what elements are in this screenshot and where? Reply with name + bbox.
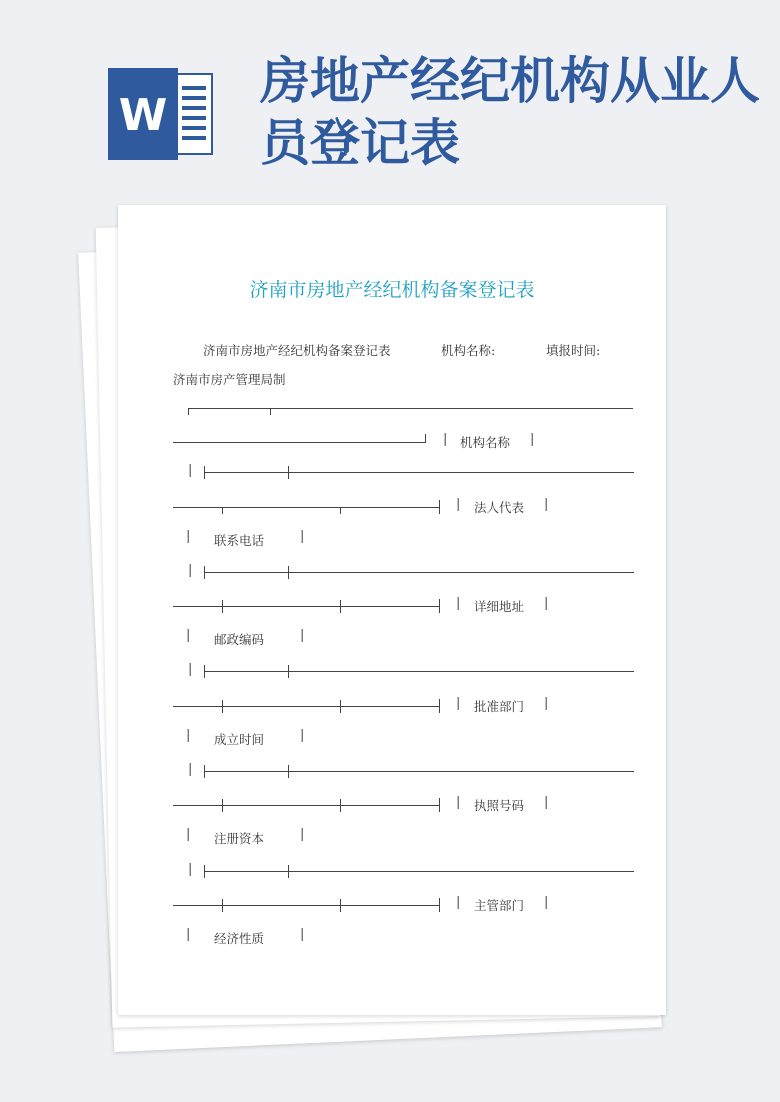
table-divider: |: [544, 696, 549, 711]
table-rule: [173, 805, 439, 806]
table-tee: [222, 507, 223, 514]
table-divider: |: [300, 628, 305, 643]
table-cross: [288, 665, 289, 678]
table-rule: [204, 671, 634, 672]
table-divider: |: [443, 432, 448, 447]
table-divider: |: [544, 596, 549, 611]
table-cross: [222, 600, 223, 613]
table-tee: [425, 434, 426, 443]
table-divider: |: [456, 795, 461, 810]
table-tee: [439, 599, 440, 613]
table-tee: [340, 507, 341, 514]
table-cross: [288, 566, 289, 579]
table-divider: |: [300, 827, 305, 842]
table-rule: [204, 572, 634, 573]
table-divider: |: [188, 463, 193, 478]
table-divider: |: [530, 432, 535, 447]
document-title: 济南市房地产经纪机构备案登记表: [249, 279, 535, 301]
table-divider: |: [186, 728, 191, 743]
table-cross: [288, 765, 289, 778]
word-icon-letter: W: [118, 90, 168, 141]
field-postcode: 邮政编码: [214, 632, 265, 647]
field-approval-dept: 批准部门: [474, 699, 525, 714]
table-cross: [204, 865, 205, 878]
table-divider: |: [186, 927, 191, 942]
org-name-label: 机构名称:: [441, 343, 496, 358]
table-cross: [204, 566, 205, 579]
table-divider: |: [188, 862, 193, 877]
document-page: [118, 205, 666, 1015]
fill-time-label: 填报时间:: [546, 343, 601, 358]
table-cross: [204, 765, 205, 778]
table-cross: [340, 799, 341, 812]
field-address: 详细地址: [474, 599, 525, 614]
field-capital: 注册资本: [214, 831, 265, 846]
table-tee: [439, 898, 440, 912]
table-cross: [204, 665, 205, 678]
page-title: 房地产经纪机构从业人员登记表: [260, 52, 760, 172]
table-cross: [222, 899, 223, 912]
table-divider: |: [544, 795, 549, 810]
table-divider: |: [186, 529, 191, 544]
table-rule: [173, 606, 439, 607]
word-document-icon: [108, 68, 214, 160]
table-divider: |: [544, 895, 549, 910]
table-divider: |: [188, 762, 193, 777]
table-tee: [270, 408, 271, 415]
table-divider: |: [186, 827, 191, 842]
table-rule: [173, 706, 439, 707]
field-supervisor: 主管部门: [474, 898, 525, 913]
table-cross: [222, 799, 223, 812]
field-license-no: 执照号码: [474, 798, 525, 813]
table-rule: [173, 442, 425, 443]
table-rule: [173, 507, 439, 508]
field-phone: 联系电话: [214, 533, 265, 548]
table-cross: [340, 600, 341, 613]
table-divider: |: [544, 497, 549, 512]
table-tee: [439, 500, 440, 514]
field-founded: 成立时间: [214, 732, 265, 747]
table-divider: |: [300, 728, 305, 743]
field-legal-rep: 法人代表: [474, 500, 525, 515]
table-cross: [222, 700, 223, 713]
table-corner: [188, 408, 189, 415]
table-divider: |: [300, 529, 305, 544]
table-rule: [204, 771, 634, 772]
table-cross: [204, 466, 205, 479]
table-cross: [288, 466, 289, 479]
table-divider: |: [456, 497, 461, 512]
header-line: 济南市房地产经纪机构备案登记表: [203, 343, 391, 358]
field-org-name: 机构名称: [460, 435, 511, 450]
table-cross: [340, 700, 341, 713]
table-rule: [204, 472, 634, 473]
table-tee: [439, 798, 440, 812]
table-rule: [173, 905, 439, 906]
field-economic-type: 经济性质: [214, 931, 265, 946]
table-divider: |: [456, 596, 461, 611]
table-tee: [439, 699, 440, 713]
table-top-rule: [188, 408, 633, 409]
table-divider: |: [188, 563, 193, 578]
table-divider: |: [186, 628, 191, 643]
issuer-line: 济南市房产管理局制: [173, 372, 286, 387]
table-rule: [204, 871, 634, 872]
table-divider: |: [456, 895, 461, 910]
table-cross: [340, 899, 341, 912]
table-divider: |: [300, 927, 305, 942]
table-cross: [288, 865, 289, 878]
table-divider: |: [188, 662, 193, 677]
table-divider: |: [456, 696, 461, 711]
